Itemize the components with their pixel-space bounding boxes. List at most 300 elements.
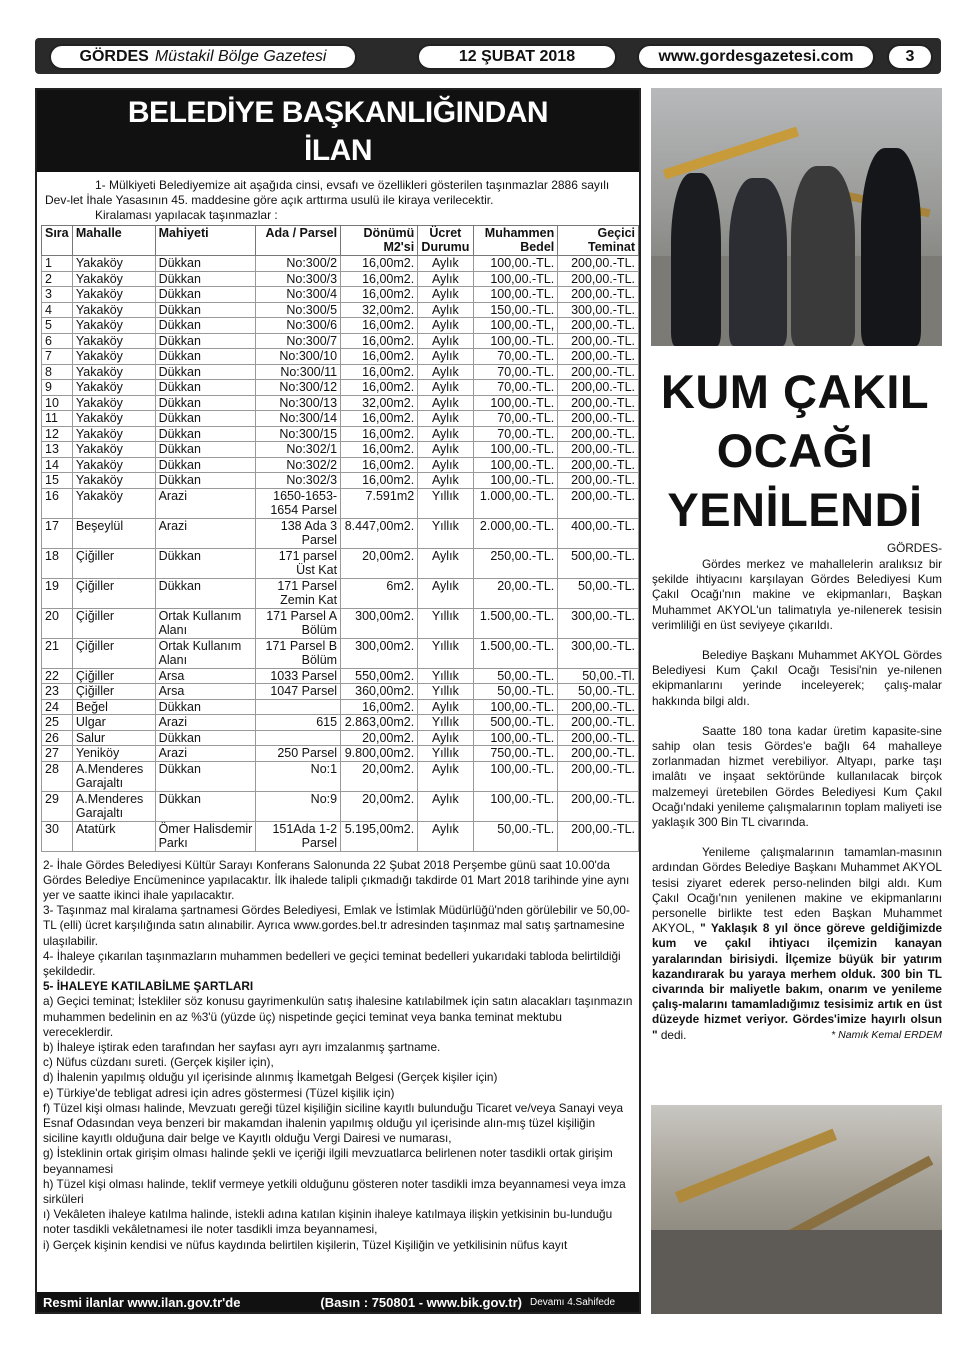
person-2	[729, 178, 787, 346]
table-cell: Çiğiller	[72, 548, 155, 578]
table-cell: Yakaköy	[72, 380, 155, 396]
table-cell: 200,00.-TL.	[558, 395, 639, 411]
table-cell: No:302/2	[256, 457, 341, 473]
table-cell: No:300/4	[256, 287, 341, 303]
table-cell: No:300/15	[256, 426, 341, 442]
table-cell: Salur	[72, 730, 155, 746]
paragraph-3: 3- Taşınmaz mal kiralama şartnamesi Gördes Belediyesi, Emlak ve İstimlak Müdürlüğü'nden görülebilir ve 50,00-TL (elli) ücret karşılığında satın alınabilir. Ayrıca www.gordes.bel.tr adresinden taşınmaz mal satış şartnamesine ulaşılabilir.	[43, 903, 630, 948]
table-row	[42, 457, 639, 473]
table-cell: 21	[42, 638, 73, 668]
table-cell: 50,00.-TL.	[558, 578, 639, 608]
table-row	[42, 761, 639, 791]
table-cell: 32,00m2.	[341, 302, 418, 318]
table-cell: 20,00m2.	[341, 791, 418, 821]
table-cell: 200,00.-TL.	[558, 256, 639, 272]
table-cell: Dükkan	[155, 457, 256, 473]
table-cell: No:300/6	[256, 318, 341, 334]
table-cell: Dükkan	[155, 349, 256, 365]
table-cell: No:300/7	[256, 333, 341, 349]
table-cell: 11	[42, 411, 73, 427]
table-row	[42, 442, 639, 458]
table-cell: 1047 Parsel	[256, 684, 341, 700]
table-cell: Yakaköy	[72, 395, 155, 411]
table-cell: 16,00m2.	[341, 271, 418, 287]
table-cell: 16,00m2.	[341, 380, 418, 396]
table-cell: 4	[42, 302, 73, 318]
table-cell: Aylık	[418, 318, 473, 334]
table-cell: 16,00m2.	[341, 442, 418, 458]
table-cell: 2.000,00.-TL.	[473, 518, 558, 548]
table-cell: Yakaköy	[72, 473, 155, 489]
table-cell: Yakaköy	[72, 442, 155, 458]
table-cell: 24	[42, 699, 73, 715]
table-cell: 8	[42, 364, 73, 380]
table-cell: Dükkan	[155, 699, 256, 715]
table-cell: 200,00.-TL.	[558, 488, 639, 518]
headline-line-2: OCAĞI	[716, 424, 874, 477]
table-cell: 100,00.-TL.	[473, 256, 558, 272]
table-row	[42, 638, 639, 668]
gravel-pile	[651, 1230, 942, 1314]
table-cell: 8.447,00m2.	[341, 518, 418, 548]
table-cell: 200,00.-TL.	[558, 333, 639, 349]
table-row	[42, 746, 639, 762]
table-cell: 200,00.-TL.	[558, 791, 639, 821]
officials-photo	[651, 88, 942, 346]
table-cell: 16,00m2.	[341, 256, 418, 272]
table-cell: 150,00.-TL.	[473, 302, 558, 318]
table-row	[42, 578, 639, 608]
table-row	[42, 821, 639, 851]
table-cell: 13	[42, 442, 73, 458]
table-cell: No:300/5	[256, 302, 341, 318]
table-cell: 100,00.-TL.	[473, 271, 558, 287]
table-cell: 12	[42, 426, 73, 442]
table-cell: Yıllık	[418, 684, 473, 700]
table-cell: Aylık	[418, 395, 473, 411]
table-row	[42, 333, 639, 349]
conditions-list	[43, 994, 633, 1252]
website-link[interactable]: www.gordesgazetesi.com	[637, 44, 875, 70]
table-cell: 7.591m2	[341, 488, 418, 518]
table-cell: 16,00m2.	[341, 426, 418, 442]
table-cell: 200,00.-TL.	[558, 287, 639, 303]
table-cell: A.Menderes Garajaltı	[72, 791, 155, 821]
table-cell: 50,00.-TL.	[473, 668, 558, 684]
table-cell: No:9	[256, 791, 341, 821]
article-quote-end: dedi.	[657, 1027, 687, 1042]
person-3	[791, 166, 855, 346]
table-cell: 5	[42, 318, 73, 334]
table-cell: 100,00.-TL.	[473, 791, 558, 821]
table-cell: Aylık	[418, 699, 473, 715]
table-cell: 50,00.-Tl.	[558, 668, 639, 684]
table-cell: 200,00.-TL.	[558, 715, 639, 731]
table-cell: Dükkan	[155, 578, 256, 608]
table-cell: 100,00.-TL.	[473, 699, 558, 715]
table-cell: 16,00m2.	[341, 411, 418, 427]
masthead-bar	[35, 38, 941, 74]
table-cell: Aylık	[418, 761, 473, 791]
table-cell: Aylık	[418, 333, 473, 349]
table-cell: 16,00m2.	[341, 473, 418, 489]
table-cell: Aylık	[418, 791, 473, 821]
table-cell: Aylık	[418, 442, 473, 458]
table-cell: Çiğiller	[72, 638, 155, 668]
table-cell: 20,00m2.	[341, 730, 418, 746]
article-paragraph-1: Gördes merkez ve mahallelerin aralıksız bir şekilde ihtiyacını karşılayan Gördes Belediyesi Kum Çakıl Ocağı'nın makine ve ekipmanları, Başkan Muhammet AKYOL'un talimatıyla ye-nilenerek tesisin verimliliği en üst seviyeye çıkarıldı.	[652, 557, 942, 632]
table-cell: Yakaköy	[72, 287, 155, 303]
notice-column	[35, 88, 641, 1314]
table-cell: 7	[42, 349, 73, 365]
table-cell: 100,00.-TL.	[473, 442, 558, 458]
article-paragraph-3: Saatte 180 tona kadar üretim kapasite-sine sahip olan tesis Gördes'e bağlı 64 mahalleye zorlanmadan hizmet verebiliyor. Altyapı, parke taşı imalâtı ve inşaat sektöründe kullanılacak birçok malzemeyi üretebilen Gördes Belediyesi Kum Çakıl Ocağı'ndaki yenileme çalışmalarının toplam maliyeti ise yaklaşık 300 Bin TL civarında.	[652, 723, 942, 830]
table-body	[42, 256, 639, 852]
table-cell: No:300/14	[256, 411, 341, 427]
table-cell: 100,00.-TL.	[473, 457, 558, 473]
condition-item: g) İsteklinin ortak girişim olması halinde şekli ve içeriği ilgili mevzuatlarca belirlenen noter tasdikli ortak girişim beyannamesi	[43, 1146, 613, 1176]
table-cell: Dükkan	[155, 395, 256, 411]
table-cell: Ortak Kullanım Alanı	[155, 608, 256, 638]
table-cell: 5.195,00m2.	[341, 821, 418, 851]
table-cell: Dükkan	[155, 473, 256, 489]
column-header: Geçici Teminat	[558, 226, 639, 256]
table-cell: 70,00.-TL.	[473, 364, 558, 380]
footer-continued: Devamı 4.Sahifede	[529, 1296, 616, 1308]
table-cell: 171 Parsel B Bölüm	[256, 638, 341, 668]
table-cell: 171 parsel Üst Kat	[256, 548, 341, 578]
table-cell: Aylık	[418, 256, 473, 272]
table-cell: Aylık	[418, 287, 473, 303]
condition-item: c) Nüfus cüzdanı sureti. (Gerçek kişiler için),	[43, 1055, 274, 1070]
person-1	[671, 173, 721, 346]
table-cell: 18	[42, 548, 73, 578]
table-cell: Çiğiller	[72, 608, 155, 638]
table-cell: 25	[42, 715, 73, 731]
table-row	[42, 730, 639, 746]
table-cell: Arsa	[155, 668, 256, 684]
table-cell: 250 Parsel	[256, 746, 341, 762]
table-cell: Dükkan	[155, 318, 256, 334]
table-cell: 500,00.-TL.	[558, 548, 639, 578]
table-row	[42, 473, 639, 489]
table-row	[42, 426, 639, 442]
notice-footer	[37, 1292, 639, 1312]
table-cell: 100,00.-TL.	[473, 395, 558, 411]
column-header: Dönümü M2'si	[341, 226, 418, 256]
table-cell: 27	[42, 746, 73, 762]
article-body	[652, 557, 942, 1043]
table-cell: 171 Parsel Zemin Kat	[256, 578, 341, 608]
condition-item: e) Türkiye'de tebligat adresi için adres göstermesi (Tüzel kişilik için)	[43, 1085, 395, 1100]
table-cell: No:300/3	[256, 271, 341, 287]
table-cell: Dükkan	[155, 730, 256, 746]
article-paragraph-4	[652, 845, 942, 1043]
table-cell: 1033 Parsel	[256, 668, 341, 684]
property-table	[41, 225, 639, 852]
intro-paragraph: 1- Mülkiyeti Belediyemize ait aşağıda cinsi, evsafı ve özellikleri gösterilen taşınmazlar 2886 sayılı Dev-let İhale Yasasının 45. maddesine göre açık arttırma usulü ile kiraya verilecektir.	[45, 178, 610, 207]
table-cell: 50,00.-TL.	[558, 684, 639, 700]
table-cell: Ortak Kullanım Alanı	[155, 638, 256, 668]
table-header-row	[42, 226, 639, 256]
table-cell: 200,00.-TL.	[558, 457, 639, 473]
table-cell: No:302/3	[256, 473, 341, 489]
table-cell: 1.500,00.-TL.	[473, 608, 558, 638]
table-cell: 29	[42, 791, 73, 821]
table-cell: Çiğiller	[72, 578, 155, 608]
table-row	[42, 608, 639, 638]
table-cell: A.Menderes Garajaltı	[72, 761, 155, 791]
table-row	[42, 364, 639, 380]
table-cell: 16,00m2.	[341, 318, 418, 334]
table-cell: Yakaköy	[72, 318, 155, 334]
table-cell: Dükkan	[155, 761, 256, 791]
table-cell: 250,00.-TL.	[473, 548, 558, 578]
table-cell: Aylık	[418, 473, 473, 489]
table-cell: Aylık	[418, 271, 473, 287]
article-paragraph-4-text: Yenileme çalışmalarının tamamlan-masının ardından Gördes Belediye Başkanı Muhammet AKYOL tesisi ziyaret ederek perso-nelinden bilgi aldı. Kum Çakıl Ocağı'nın yenilenen makine ve ekipmanlarını personelle birlikte test eden Başkan Muhammet AKYOL,	[652, 845, 942, 936]
table-cell: 16	[42, 488, 73, 518]
table-cell: Dükkan	[155, 411, 256, 427]
table-cell: 100,00.-TL.	[473, 287, 558, 303]
table-cell: 70,00.-TL.	[473, 349, 558, 365]
table-cell: 16,00m2.	[341, 699, 418, 715]
table-cell: 1650-1653-1654 Parsel	[256, 488, 341, 518]
table-cell: 20,00m2.	[341, 548, 418, 578]
table-row	[42, 349, 639, 365]
table-cell: 16,00m2.	[341, 333, 418, 349]
notice-title-line2: İLAN	[304, 134, 372, 167]
table-cell: 32,00m2.	[341, 395, 418, 411]
condition-item: f) Tüzel kişi olması halinde, Mevzuatı gereği tüzel kişiliğin siciline kayıtlı bulunduğu Ticaret ve/veya Sanayi veya Esnaf Odasından veya benzeri bir makamdan ihalenin yapılmış olduğu yıl içerisinde alın-mış tüzel kişiliğin siciline kayıtlı olduğuna dair belge ve Kayıtlı olduğu Vergi Dairesi ve numarası,	[43, 1100, 624, 1146]
column-header: Muhammen Bedel	[473, 226, 558, 256]
person-4	[861, 148, 921, 346]
table-cell: Arazi	[155, 518, 256, 548]
table-cell: 16,00m2.	[341, 349, 418, 365]
table-cell: 6	[42, 333, 73, 349]
table-row	[42, 302, 639, 318]
table-cell: 360,00m2.	[341, 684, 418, 700]
table-cell: 200,00.-TL.	[558, 730, 639, 746]
column-header: Ücret Durumu	[418, 226, 473, 256]
table-row	[42, 488, 639, 518]
table-cell: 200,00.-TL.	[558, 442, 639, 458]
table-row	[42, 518, 639, 548]
table-cell: Dükkan	[155, 302, 256, 318]
table-cell: 20,00.-TL.	[473, 578, 558, 608]
table-cell: 16,00m2.	[341, 457, 418, 473]
table-cell: 200,00.-TL.	[558, 318, 639, 334]
table-cell: 23	[42, 684, 73, 700]
table-cell: 19	[42, 578, 73, 608]
section-5-title: 5- İHALEYE KATILABİLME ŞARTLARI	[43, 979, 254, 994]
table-cell: Ömer Halisdemir Parkı	[155, 821, 256, 851]
table-cell: Ulgar	[72, 715, 155, 731]
table-cell: 70,00.-TL.	[473, 411, 558, 427]
table-cell: Yakaköy	[72, 364, 155, 380]
table-cell: Aylık	[418, 548, 473, 578]
table-row	[42, 380, 639, 396]
table-cell: Dükkan	[155, 548, 256, 578]
table-cell: 16,00m2.	[341, 364, 418, 380]
table-cell: 300,00m2.	[341, 608, 418, 638]
table-cell: Dükkan	[155, 333, 256, 349]
dateline: GÖRDES-	[886, 541, 942, 555]
table-cell: Aylık	[418, 411, 473, 427]
table-cell: 20,00m2.	[341, 761, 418, 791]
table-cell: Arsa	[155, 684, 256, 700]
table-cell: 750,00.-TL.	[473, 746, 558, 762]
table-cell: No:300/11	[256, 364, 341, 380]
table-cell: Aylık	[418, 349, 473, 365]
table-cell: Yakaköy	[72, 333, 155, 349]
table-cell: Yıllık	[418, 488, 473, 518]
paragraph-4: 4- İhaleye çıkarılan taşınmazların muhammen bedelleri ve geçici teminat bedelleri yukarıdaki tabloda belirtildiği şekildedir.	[43, 948, 621, 978]
table-cell: 2.863,00m2.	[341, 715, 418, 731]
notice-banner	[37, 90, 639, 172]
table-cell: Çiğiller	[72, 684, 155, 700]
condition-item: a) Geçici teminat; İstekliler söz konusu gayrimenkulün satış ihalesine katılabilmek için satın alacakları taşınmazın muhammen bedelinin en az %3'ü (yüzde üç) nispetinde geçici teminat veya banka teminat mektubu vereceklerdir.	[43, 994, 633, 1039]
table-cell: 200,00.-TL.	[558, 426, 639, 442]
table-cell: 6m2.	[341, 578, 418, 608]
table-cell: Yıllık	[418, 668, 473, 684]
table-cell: 100,00.-TL.	[473, 473, 558, 489]
table-row	[42, 668, 639, 684]
table-cell: 615	[256, 715, 341, 731]
table-cell: Beşeylül	[72, 518, 155, 548]
table-cell: Arazi	[155, 746, 256, 762]
table-cell: Arazi	[155, 715, 256, 731]
table-row	[42, 271, 639, 287]
table-cell: 200,00.-TL.	[558, 411, 639, 427]
table-cell: Yıllık	[418, 638, 473, 668]
table-cell: 1.000,00.-TL.	[473, 488, 558, 518]
table-row	[42, 411, 639, 427]
paper-subtitle: Müstakil Bölge Gazetesi	[154, 48, 327, 65]
table-cell: No:300/10	[256, 349, 341, 365]
table-cell: 9	[42, 380, 73, 396]
table-row	[42, 548, 639, 578]
table-cell: Yakaköy	[72, 256, 155, 272]
table-cell: Yakaköy	[72, 302, 155, 318]
table-cell: 1	[42, 256, 73, 272]
table-cell: No:300/2	[256, 256, 341, 272]
condition-item: ı) Vekâleten ihaleye katılma halinde, istekli adına katılan kişinin ihaleye katılmaya ilişkin yetkisinin bu-lunduğu noter tasdikli vekâletnamesi ile noter tasdikli imza beyannamesi,	[43, 1207, 613, 1237]
table-cell: Atatürk	[72, 821, 155, 851]
table-cell: 2	[42, 271, 73, 287]
column-header: Mahalle	[72, 226, 155, 256]
table-row	[42, 256, 639, 272]
table-cell: 20	[42, 608, 73, 638]
footer-ilan-link[interactable]: Resmi ilanlar www.ilan.gov.tr'de	[43, 1294, 241, 1310]
table-cell: 3	[42, 287, 73, 303]
table-cell: Yıllık	[418, 608, 473, 638]
table-cell: Yıllık	[418, 518, 473, 548]
table-cell: 200,00.-TL.	[558, 746, 639, 762]
table-cell: 10	[42, 395, 73, 411]
table-cell: Yakaköy	[72, 271, 155, 287]
page-number: 3	[887, 44, 933, 70]
table-cell: 50,00.-TL.	[473, 684, 558, 700]
table-cell: Aylık	[418, 578, 473, 608]
condition-item: h) Tüzel kişi olması halinde, teklif vermeye yetkili olduğunu gösteren noter tasdikli imza beyannamesi veya imza sirküleri	[43, 1176, 626, 1206]
table-cell: No:302/1	[256, 442, 341, 458]
issue-date: 12 ŞUBAT 2018	[417, 44, 617, 70]
table-cell: 300,00.-TL.	[558, 638, 639, 668]
notice-body	[37, 852, 639, 1253]
paper-name: GÖRDES	[79, 48, 149, 65]
column-header: Ada / Parsel	[256, 226, 341, 256]
intro-subtitle: Kiralaması yapılacak taşınmazlar :	[95, 208, 278, 222]
table-row	[42, 395, 639, 411]
table-cell: Yakaköy	[72, 411, 155, 427]
table-cell: 171 Parsel A Bölüm	[256, 608, 341, 638]
table-cell: 200,00.-TL.	[558, 349, 639, 365]
table-cell: 16,00m2.	[341, 287, 418, 303]
table-cell: Dükkan	[155, 271, 256, 287]
table-cell: 138 Ada 3 Parsel	[256, 518, 341, 548]
table-cell: Çiğiller	[72, 668, 155, 684]
table-cell: 200,00.-TL.	[558, 473, 639, 489]
notice-title: BELEDİYE BAŞKANLIĞINDAN	[127, 96, 549, 129]
table-cell: 70,00.-TL.	[473, 380, 558, 396]
table-row	[42, 318, 639, 334]
table-cell: 151Ada 1-2 Parsel	[256, 821, 341, 851]
table-cell: Aylık	[418, 457, 473, 473]
table-cell: Yakaköy	[72, 426, 155, 442]
table-cell: Dükkan	[155, 426, 256, 442]
table-cell: Dükkan	[155, 287, 256, 303]
footer-press-info: (Basın : 750801 - www.bik.gov.tr)	[320, 1294, 522, 1310]
table-cell: Aylık	[418, 426, 473, 442]
table-cell: 200,00.-TL.	[558, 699, 639, 715]
condition-item: i) Gerçek kişinin kendisi ve nüfus kaydında belirtilen kişilerin, Tüzel Kişiliğin ve yetkilisinin nüfus kayıt	[43, 1237, 568, 1252]
table-cell: 28	[42, 761, 73, 791]
table-cell: Dükkan	[155, 256, 256, 272]
table-cell: No:300/12	[256, 380, 341, 396]
table-cell: 50,00.-TL.	[473, 821, 558, 851]
table-cell: Dükkan	[155, 442, 256, 458]
table-cell: Yıllık	[418, 715, 473, 731]
table-cell: Yakaköy	[72, 488, 155, 518]
table-cell: Dükkan	[155, 380, 256, 396]
table-cell: 300,00.-TL.	[558, 608, 639, 638]
table-cell: 100,00.-TL.	[473, 761, 558, 791]
table-cell: 300,00.-TL.	[558, 302, 639, 318]
table-cell: 200,00.-TL.	[558, 821, 639, 851]
table-cell: Yakaköy	[72, 457, 155, 473]
table-cell: 300,00m2.	[341, 638, 418, 668]
table-cell: 200,00.-TL.	[558, 761, 639, 791]
table-row	[42, 684, 639, 700]
table-cell: 26	[42, 730, 73, 746]
table-cell: 22	[42, 668, 73, 684]
paragraph-2: 2- İhale Gördes Belediyesi Kültür Sarayı Konferans Salonunda 22 Şubat 2018 Perşembe günü saat 10.00'da Gördes Belediye Encümenince yapılacaktır. İlk ihalede talipli çıkmadığı takdirde 01 Mart 2018 tarihinde yine aynı yer ve saatte ikinci ihale yapılacaktır.	[43, 857, 630, 902]
table-cell: Arazi	[155, 488, 256, 518]
article-quote: " Yaklaşık 8 yıl önce göreve geldiğimizde kum ve çakıl ihtiyacı ilçemizin kanayan yaralarından birisiydi. İlçemize büyük bir yatırım kazandırarak bu yaraya merhem olduk. 300 bin TL civarında bir maliyetle bakım, onarım ve yenileme çalış-malarını tamamladığımız tesisimiz artık en üst düzeyde hizmet veriyor. Gördes'imize hayırlı olsun "	[652, 921, 943, 1042]
table-cell: 70,00.-TL.	[473, 426, 558, 442]
article-headline	[648, 362, 942, 539]
table-cell: 550,00m2.	[341, 668, 418, 684]
table-cell: No:1	[256, 761, 341, 791]
paper-name-pill	[49, 44, 357, 70]
column-header: Sıra	[42, 226, 73, 256]
table-cell: Aylık	[418, 821, 473, 851]
table-cell: Yakaköy	[72, 349, 155, 365]
table-row	[42, 791, 639, 821]
table-cell	[256, 699, 341, 715]
table-cell: 30	[42, 821, 73, 851]
